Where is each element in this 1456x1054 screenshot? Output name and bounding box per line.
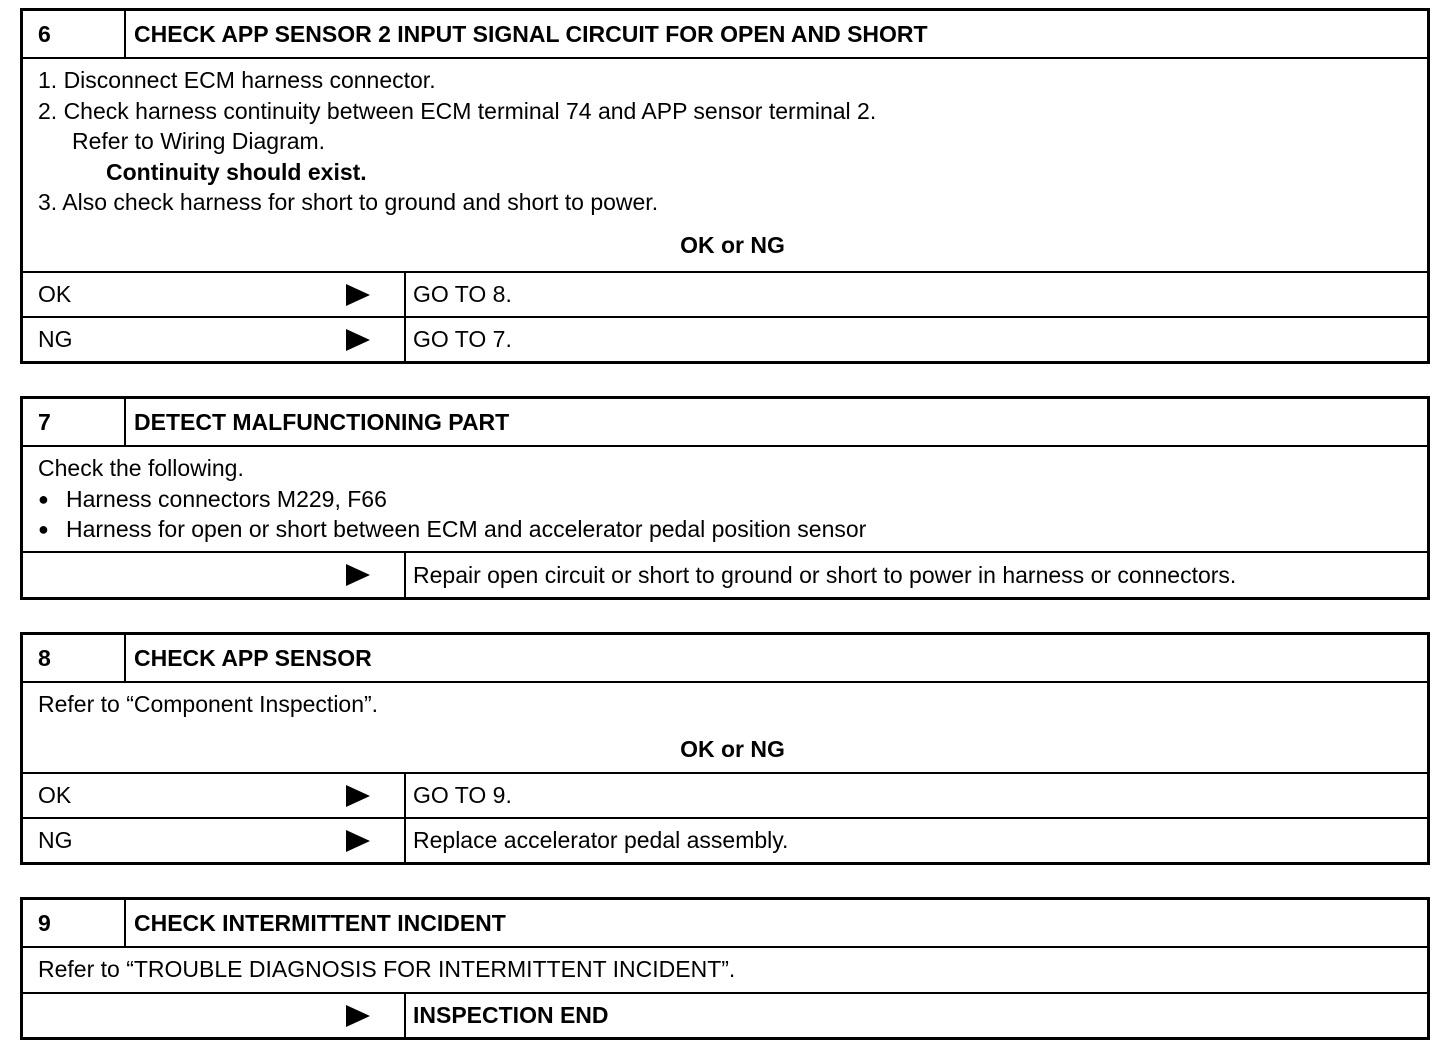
result-action: GO TO 9.: [413, 782, 512, 808]
instruction-line: 3. Also check harness for short to ground and short to power.: [38, 189, 659, 215]
result-label: NG: [38, 827, 73, 853]
result-label: NG: [38, 326, 73, 352]
instruction-line: 1. Disconnect ECM harness connector.: [38, 67, 436, 93]
step-title: CHECK APP SENSOR: [134, 644, 372, 671]
arrow-right-icon: [346, 284, 370, 306]
step-number: 6: [23, 11, 126, 57]
requirement-text: Continuity should exist.: [106, 158, 367, 185]
result-row: [23, 994, 1427, 1037]
step-8-block: [20, 632, 1430, 865]
arrow-right-icon: [346, 329, 370, 351]
instruction-line: Check the following.: [38, 455, 244, 481]
result-row: [23, 819, 1427, 862]
step-title: DETECT MALFUNCTIONING PART: [134, 408, 510, 435]
step-6-block: [20, 8, 1430, 364]
result-row: [23, 273, 1427, 318]
step-header: [23, 399, 1427, 447]
result-row: [23, 318, 1427, 361]
step-content: [23, 447, 1427, 553]
list-item-text: Harness connectors M229, F66: [66, 485, 387, 512]
list-item: [38, 514, 1427, 545]
bullet-icon: ●: [38, 488, 49, 509]
ok-or-ng-label: OK or NG: [680, 735, 785, 762]
step-content: [23, 59, 1427, 273]
step-7-block: [20, 396, 1430, 600]
result-action: Replace accelerator pedal assembly.: [413, 827, 789, 853]
step-number: 7: [23, 399, 126, 445]
step-9-block: [20, 897, 1430, 1040]
instruction-line: 2. Check harness continuity between ECM terminal 74 and APP sensor terminal 2.: [38, 97, 877, 124]
step-title: CHECK APP SENSOR 2 INPUT SIGNAL CIRCUIT FOR OPEN AND SHORT: [134, 20, 928, 47]
arrow-right-icon: [346, 564, 370, 586]
instruction-line: Refer to “Component Inspection”.: [38, 691, 379, 717]
list-item-text: Harness for open or short between ECM and accelerator pedal position sensor: [66, 516, 867, 542]
step-title: CHECK INTERMITTENT INCIDENT: [134, 909, 506, 936]
result-row: [23, 774, 1427, 819]
list-item: [38, 484, 1427, 515]
step-content: [23, 948, 1427, 994]
step-header: [23, 635, 1427, 683]
instruction-line: Refer to “TROUBLE DIAGNOSIS FOR INTERMITTENT INCIDENT”.: [38, 956, 736, 982]
bullet-icon: ●: [38, 519, 49, 539]
arrow-right-icon: [346, 1005, 370, 1027]
result-row: [23, 553, 1427, 597]
result-action: GO TO 7.: [413, 326, 512, 352]
arrow-right-icon: [346, 830, 370, 852]
result-label: OK: [38, 281, 72, 307]
step-header: [23, 11, 1427, 59]
instruction-line: Refer to Wiring Diagram.: [72, 128, 326, 154]
step-number: 9: [23, 900, 126, 946]
step-number: 8: [23, 635, 126, 681]
result-label: OK: [38, 782, 72, 808]
ok-or-ng-label: OK or NG: [680, 231, 785, 258]
step-header: [23, 900, 1427, 948]
result-action: INSPECTION END: [413, 1002, 609, 1028]
arrow-right-icon: [346, 785, 370, 807]
result-action: GO TO 8.: [413, 281, 512, 307]
step-content: [23, 683, 1427, 774]
result-action: Repair open circuit or short to ground or short to power in harness or connectors.: [413, 561, 1237, 588]
